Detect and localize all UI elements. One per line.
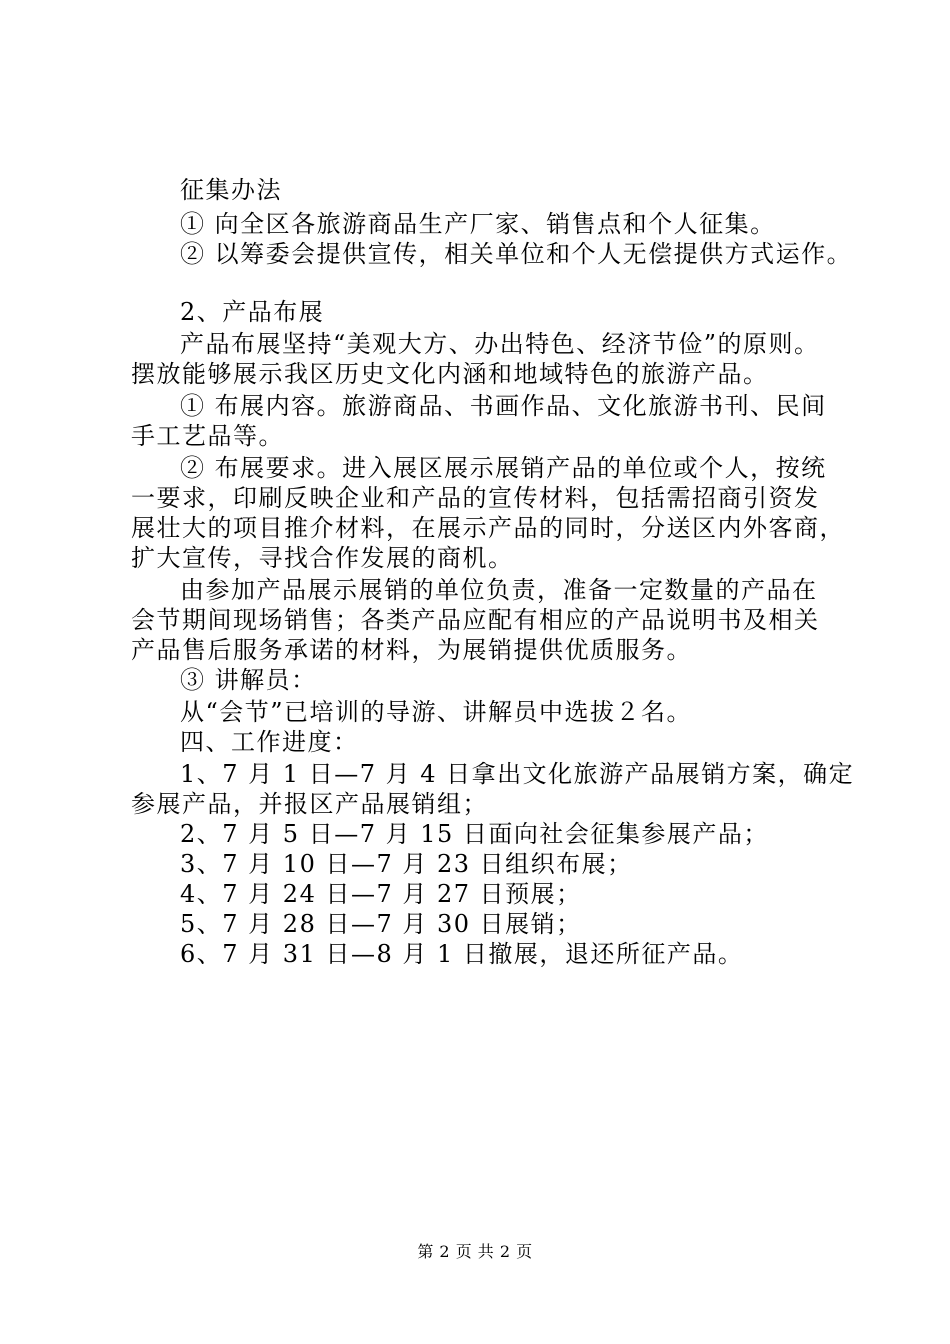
text-line: ③ 讲解员： bbox=[180, 666, 317, 694]
section-heading: 四、工作进度： bbox=[180, 728, 359, 756]
text-line: 产品布展坚持“美观大方、办出特色、经济节俭”的原则。 bbox=[180, 330, 820, 358]
text-line: 展壮大的项目推介材料，在展示产品的同时，分送区内外客商， bbox=[131, 514, 845, 542]
text-line: 4、7 月 24 日—7 月 27 日预展； bbox=[180, 880, 582, 908]
text-line: 3、7 月 10 日—7 月 23 日组织布展； bbox=[180, 850, 633, 878]
text-line: 6、7 月 31 日—8 月 1 日撤展，退还所征产品。 bbox=[180, 940, 744, 968]
text-line: 产品售后服务承诺的材料，为展销提供优质服务。 bbox=[131, 636, 692, 664]
text-line: 手工艺品等。 bbox=[131, 422, 284, 450]
text-line: 2、7 月 5 日—7 月 15 日面向社会征集参展产品； bbox=[180, 820, 769, 848]
text-line: 一要求，印刷反映企业和产品的宣传材料，包括需招商引资发 bbox=[131, 484, 820, 512]
text-line: 扩大宣传，寻找合作发展的商机。 bbox=[131, 544, 514, 572]
section-heading: 2、产品布展 bbox=[180, 298, 325, 326]
text-line: 征集办法 bbox=[180, 176, 282, 204]
text-line: 从“会节”已培训的导游、讲解员中选拔２名。 bbox=[180, 698, 693, 726]
text-line: ② 以筹委会提供宣传，相关单位和个人无偿提供方式运作。 bbox=[180, 240, 853, 268]
page-number-footer: 第 2 页 共 2 页 bbox=[417, 1242, 533, 1261]
text-line: 摆放能够展示我区历史文化内涵和地域特色的旅游产品。 bbox=[131, 360, 769, 388]
text-line: ② 布展要求。进入展区展示展销产品的单位或个人，按统 bbox=[180, 454, 827, 482]
text-line: 由参加产品展示展销的单位负责，准备一定数量的产品在 bbox=[180, 576, 818, 604]
text-line: ① 布展内容。旅游商品、书画作品、文化旅游书刊、民间 bbox=[180, 392, 827, 420]
text-line: ① 向全区各旅游商品生产厂家、销售点和个人征集。 bbox=[180, 210, 776, 238]
text-line: 参展产品，并报区产品展销组； bbox=[131, 790, 488, 818]
text-line: 会节期间现场销售；各类产品应配有相应的产品说明书及相关 bbox=[131, 606, 820, 634]
text-line: 1、7 月 1 日—7 月 4 日拿出文化旅游产品展销方案，确定 bbox=[180, 760, 855, 788]
text-line: 5、7 月 28 日—7 月 30 日展销； bbox=[180, 910, 582, 938]
